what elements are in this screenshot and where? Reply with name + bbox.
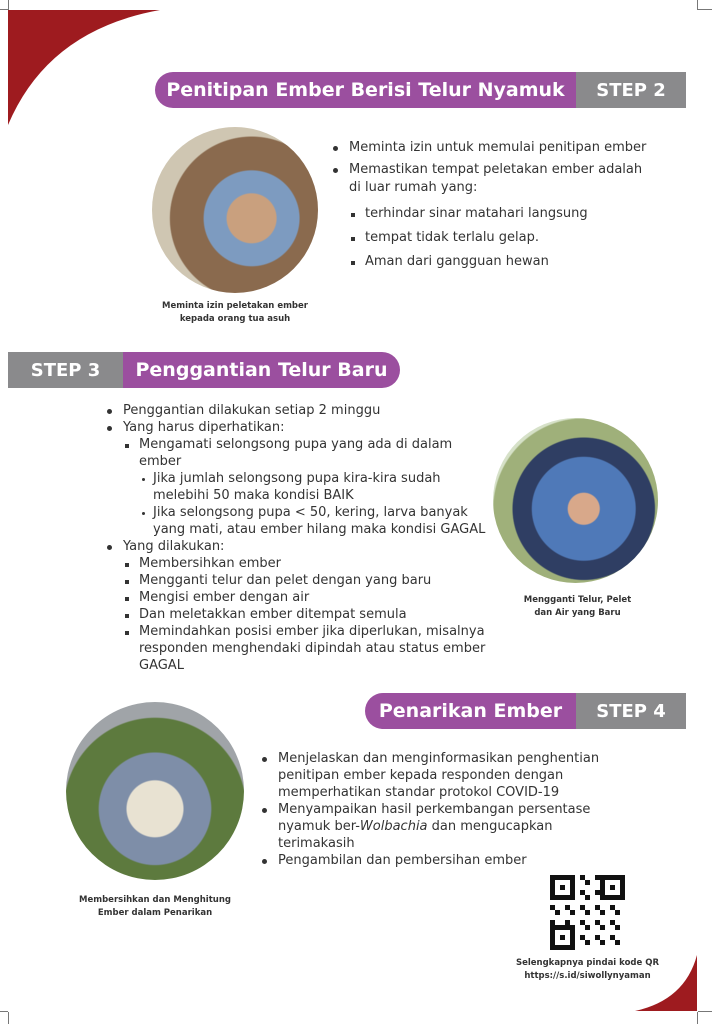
crop-mark: [8, 0, 9, 10]
list-item: Aman dari gangguan hewan: [333, 253, 653, 271]
crop-mark: [8, 1012, 9, 1024]
list-item: Penggantian dilakukan setiap 2 minggu: [107, 402, 492, 419]
caption-line: kepada orang tua asuh: [179, 314, 291, 324]
step3-photo-caption: [495, 594, 660, 620]
caption-line: Mengganti Telur, Pelet: [523, 595, 632, 605]
caption-line: Meminta izin peletakan ember: [162, 301, 308, 311]
step3-list: [107, 402, 492, 674]
list-item: Dan meletakkan ember ditempat semula: [107, 606, 492, 623]
step3-title: Penggantian Telur Baru: [123, 352, 400, 388]
list-item: Jika jumlah selongsong pupa kira-kira sudah melebihi 50 maka kondisi BAIK: [107, 470, 492, 504]
list-item: Meminta izin untuk memulai penitipan ember: [333, 139, 653, 157]
caption-line: Ember dalam Penarikan: [97, 908, 213, 918]
list-item: Mengganti telur dan pelet dengan yang baru: [107, 572, 492, 589]
crop-mark: [0, 9, 8, 10]
corner-decoration-top: [8, 10, 163, 128]
photo-replacing-eggs: [493, 418, 658, 583]
list-item-text: dan mengucapkan terimakasih: [278, 819, 553, 851]
caption-line: Membersihkan dan Menghitung: [79, 895, 231, 905]
step2-label: STEP 2: [576, 72, 686, 108]
step4-title: Penarikan Ember: [365, 693, 576, 729]
crop-mark: [697, 1012, 698, 1024]
crop-mark: [698, 1011, 712, 1012]
step2-photo-caption: [135, 300, 335, 326]
list-item-text: Menyampaikan hasil perkembangan persentase nyamuk ber-: [278, 802, 591, 834]
step2-title: Penitipan Ember Berisi Telur Nyamuk: [155, 72, 576, 108]
qr-code[interactable]: [550, 875, 625, 950]
list-item: Menjelaskan dan menginformasikan penghentian penitipan ember kepada responden dengan memperhatikan standar protokol COVID-19: [262, 750, 632, 801]
list-item: Mengamati selongsong pupa yang ada di dalam ember: [107, 436, 492, 470]
list-item: Mengisi ember dengan air: [107, 589, 492, 606]
list-item: Memindahkan posisi ember jika diperlukan, misalnya responden menghendaki dipindah atau status ember GAGAL: [107, 623, 492, 674]
list-item: Memastikan tempat peletakan ember adalah di luar rumah yang:: [333, 161, 653, 197]
qr-module: [620, 945, 625, 950]
list-item: Membersihkan ember: [107, 555, 492, 572]
step3-label: STEP 3: [8, 352, 123, 388]
qr-caption-text: Selengkapnya pindai kode QR: [515, 958, 660, 968]
list-item: tempat tidak terlalu gelap.: [333, 229, 653, 247]
list-item: Yang harus diperhatikan:: [107, 419, 492, 436]
step4-photo-caption: [55, 894, 255, 920]
photo-permission-request: [152, 127, 318, 293]
caption-line: dan Air yang Baru: [534, 608, 621, 618]
photo-cleaning-buckets: [66, 702, 244, 880]
list-item: [262, 801, 632, 852]
list-item: Yang dilakukan:: [107, 538, 492, 555]
list-item: Jika selongsong pupa < 50, kering, larva banyak yang mati, atau ember hilang maka kondisi GAGAL: [107, 504, 492, 538]
crop-mark: [0, 1011, 8, 1012]
crop-mark: [698, 9, 712, 10]
list-item: Pengambilan dan pembersihan ember: [262, 852, 632, 869]
list-item-text: Wolbachia: [359, 819, 428, 834]
qr-caption: [505, 957, 670, 983]
step2-list: [333, 139, 653, 271]
qr-url[interactable]: https://s.id/siwollynyaman: [524, 971, 651, 981]
step4-label: STEP 4: [576, 693, 686, 729]
step4-list: [262, 750, 632, 869]
list-item: terhindar sinar matahari langsung: [333, 205, 653, 223]
